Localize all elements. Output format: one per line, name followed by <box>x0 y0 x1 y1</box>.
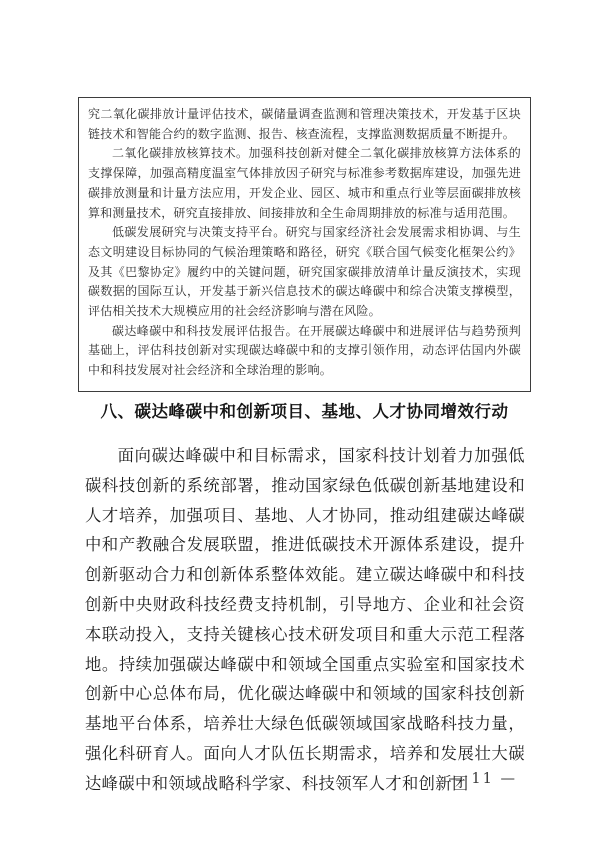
continuation-text-box <box>78 97 531 392</box>
section-heading: 八、碳达峰碳中和创新项目、基地、人才协同增效行动 <box>100 402 509 421</box>
box-paragraph-4: 碳达峰碳中和科技发展评估报告。在开展碳达峰碳中和进展评估与趋势预判基础上，评估科技创新对实现碳达峰碳中和的支撑引领作用，动态评估国内外碳中和科技发展对社会经济和全球治理的影响。 <box>88 323 521 378</box>
box-paragraph-1: 究二氧化碳排放计量评估技术，碳储量调查监测和管理决策技术，开发基于区块链技术和智能合约的数字监测、报告、核查流程，支撑监测数据质量不断提升。 <box>88 107 521 141</box>
page-number: — 11 — <box>448 771 517 787</box>
box-paragraph-2: 二氧化碳排放核算技术。加强科技创新对健全二氧化碳排放核算方法体系的支撑保障，加强高精度温室气体排放因子研究与标准参考数据库建设，加强先进碳排放测量和计量方法应用，开发企业、园区、城市和重点行业等层面碳排放核算和测量技术，研究直接排放、间接排放和全生命周期排放的标准与适用范围。 <box>88 146 521 220</box>
box-paragraph-3: 低碳发展研究与决策支持平台。研究与国家经济社会发展需求相协调、与生态文明建设目标协同的气候治理策略和路径，研究《联合国气候变化框架公约》及其《巴黎协定》履约中的关键问题，研究国家碳排放清单计量反演技术，实现碳数据的国际互认，开发基于新兴信息技术的碳达峰碳中和综合决策支撑模型，评估相关技术大规模应用的社会经济影响与潜在风险。 <box>88 225 521 319</box>
body-paragraph: 面向碳达峰碳中和目标需求，国家科技计划着力加强低碳科技创新的系统部署，推动国家绿色低碳创新基地建设和人才培养，加强项目、基地、人才协同，推动组建碳达峰碳中和产教融合发展联盟，推进低碳技术开源体系建设，提升创新驱动合力和创新体系整体效能。建立碳达峰碳中和科技创新中央财政科技经费支持机制，引导地方、企业和社会资本联动投入，支持关键核心技术研发项目和重大示范工程落地。持续加强碳达峰碳中和领域全国重点实验室和国家技术创新中心总体布局，优化碳达峰碳中和领域的国家科技创新基地平台体系，培养壮大绿色低碳领域国家战略科技力量，强化科研育人。面向人才队伍长期需求，培养和发展壮大碳达峰碳中和领域战略科学家、科技领军人才和创新团 <box>85 446 525 793</box>
